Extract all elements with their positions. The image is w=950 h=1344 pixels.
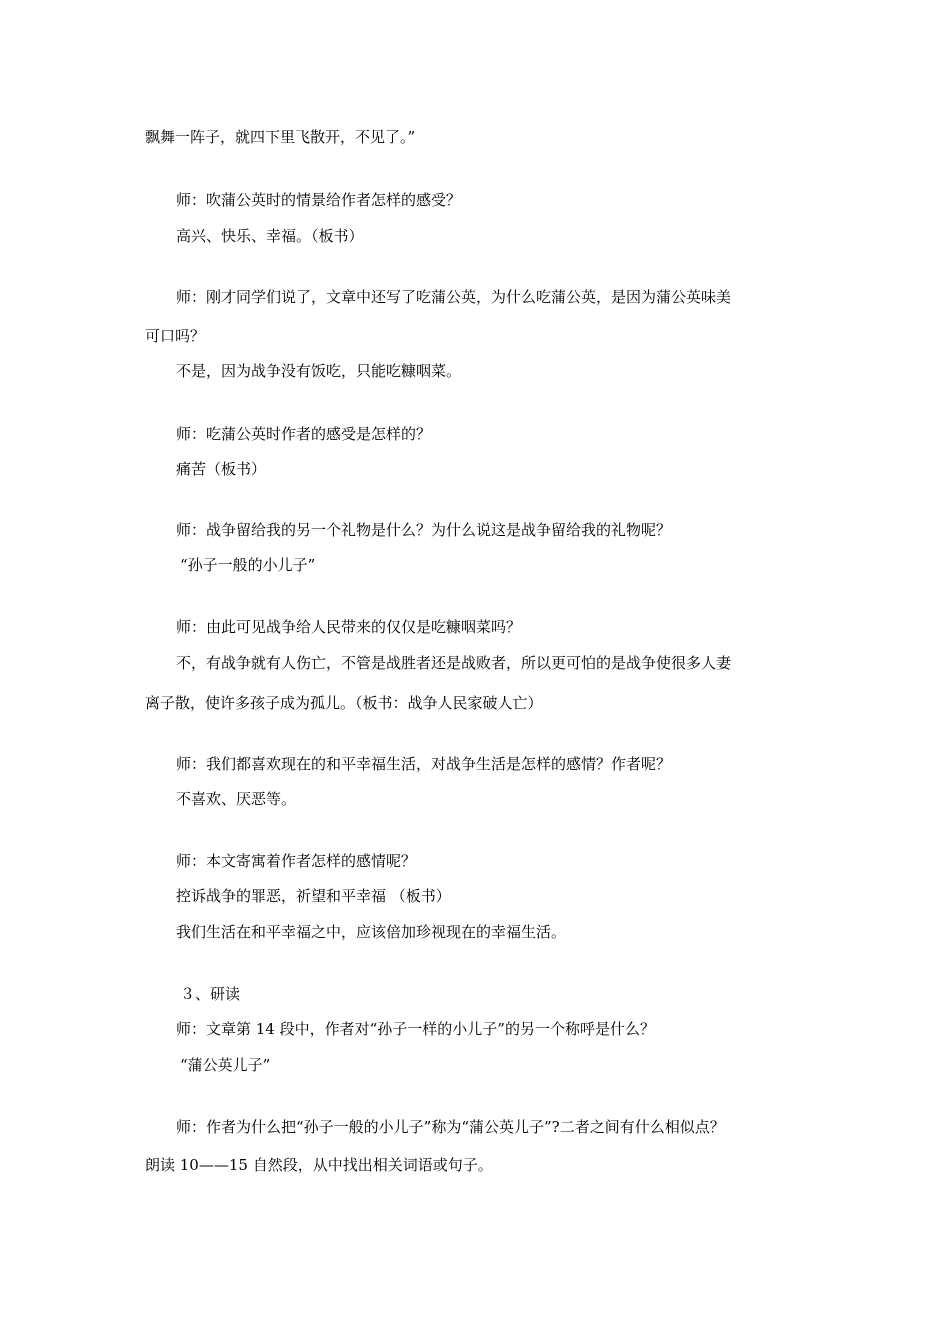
answer-line: 我们生活在和平幸福之中，应该倍加珍视现在的幸福生活。 bbox=[176, 923, 567, 941]
teacher-question: 师：吹蒲公英时的情景给作者怎样的感受？ bbox=[176, 191, 462, 209]
answer-line: 不，有战争就有人伤亡，不管是战胜者还是战败者，所以更可怕的是战争使很多人妻 bbox=[176, 654, 732, 672]
answer-line: 高兴、快乐、幸福。（板书） bbox=[176, 227, 364, 245]
teacher-question: 师：由此可见战争给人民带来的仅仅是吃糠咽菜吗？ bbox=[176, 618, 522, 636]
answer-line: 控诉战争的罪恶，祈望和平幸福 （板书） bbox=[176, 887, 451, 905]
text-line: 可口吗？ bbox=[145, 327, 206, 345]
teacher-question: 师：作者为什么把“孙子一般的小儿子”称为“蒲公英儿子”?二者之间有什么相似点？ bbox=[176, 1118, 725, 1136]
text-line: 飘舞一阵子，就四下里飞散开，不见了。” bbox=[145, 128, 416, 146]
teacher-question: 师：文章第 14 段中，作者对“孙子一样的小儿子”的另一个称呼是什么？ bbox=[176, 1020, 655, 1038]
text-line: 离子散，使许多孩子成为孤儿。（板书：战争人民家破人亡） bbox=[145, 694, 543, 712]
answer-line: “孙子一般的小儿子” bbox=[180, 556, 316, 574]
answer-line: 痛苦（板书） bbox=[176, 460, 267, 478]
answer-line: “蒲公英儿子” bbox=[180, 1056, 271, 1074]
teacher-question: 师：刚才同学们说了，文章中还写了吃蒲公英，为什么吃蒲公英，是因为蒲公英味美 bbox=[176, 288, 732, 306]
teacher-question: 师：本文寄寓着作者怎样的感情呢？ bbox=[176, 852, 417, 870]
teacher-question: 师：吃蒲公英时作者的感受是怎样的？ bbox=[176, 425, 432, 443]
text-line: 朗读 10——15 自然段，从中找出相关词语或句子。 bbox=[145, 1156, 493, 1174]
teacher-question: 师：战争留给我的另一个礼物是什么？为什么说这是战争留给我的礼物呢？ bbox=[176, 521, 672, 539]
teacher-question: 师：我们都喜欢现在的和平幸福生活，对战争生活是怎样的感情？作者呢？ bbox=[176, 755, 672, 773]
answer-line: 不是，因为战争没有饭吃，只能吃糠咽菜。 bbox=[176, 362, 462, 380]
answer-line: 不喜欢、厌恶等。 bbox=[176, 790, 297, 808]
section-heading: ３、研读 bbox=[180, 985, 241, 1003]
